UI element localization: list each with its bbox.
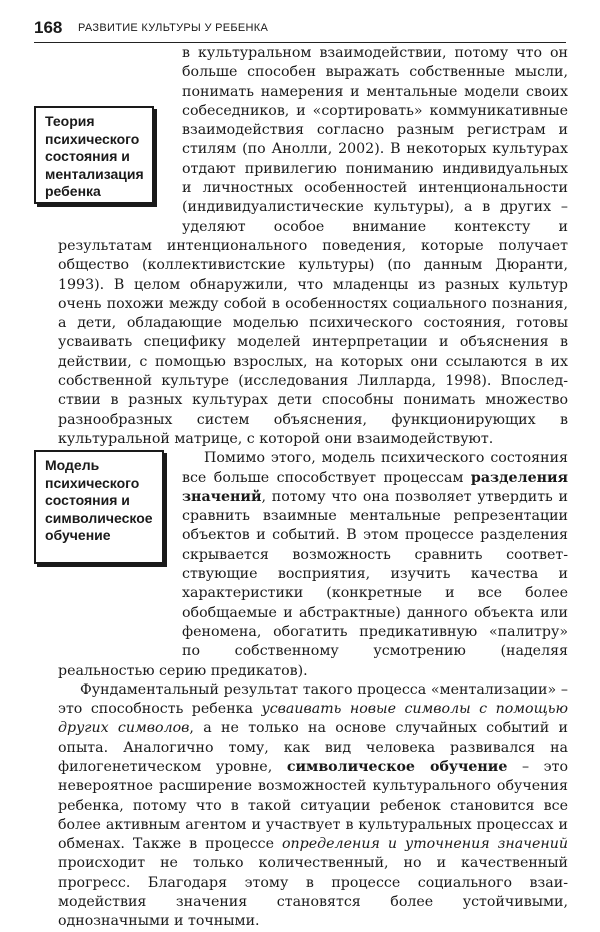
paragraph-3-text-c: – это невероятное расширение возможностей культурального обучения ребенка, потому что в такой ситуации ребенок становится все более активным агентом и участвует в культуральных процессах и обменах. Также в процессе	[58, 758, 568, 853]
emphasis-meanings: определения и уточнения значений	[282, 836, 568, 853]
sidebar-2-line: обучение	[45, 527, 111, 543]
sidebar-1-line: психического	[45, 130, 140, 147]
paragraph-2-text-a: Помимо этого, модель психического состояния все больше способствует процессам	[182, 450, 568, 486]
paragraph-1-text: в культуральном взаимодействии, потому что он больше способен выражать собственные мысли, понимать намерения и ментальные модели своих собеседников, и «сортировать» коммуникативные взаимодействия согласно разным регистрам и стилям (по Анолли, 2002). В некоторых культурах отдают привилегию пониманию индивидуальных и личностных особенностей интенциональности (индивидуалистические культуры), а в других – уделяют особое внимание контексту и результатам интенционального поведения, которые получает общество (коллективистские культуры) (по данным Дюранти, 1993). В целом обнаружили, что младенцы из разных культур очень похожи между собой в особенностях социального познания, а дети, обладающие моделью психического состояния, готовы усваивать специфику моделей интерпретации и объяснения в действии, с помощью взрослых, на которых они ссылаются в их собственной культуре (исследования Лилларда, 1998). Впоследствии в разных культурах дети способны понимать множество разнообразных систем объяснения, функционирующих в культуральной матрице, с которой они взаимодействуют.	[58, 45, 568, 447]
term-symbolic-learning: символическое обучение	[286, 758, 508, 775]
sidebar-1-line: ментализация	[45, 165, 144, 182]
paragraph-3	[58, 681, 568, 932]
term-meaning-sharing: разделения значений	[182, 469, 568, 505]
sidebar-2-line: состояния и	[45, 492, 130, 508]
sidebar-2-line: символическое	[45, 509, 153, 526]
paragraph-3-text-d: происходит не только количественный, но и качественный прогресс. Благодаря этому в процессе социального взаимодействия значения становятся более устойчивыми, однозначными и точными.	[58, 855, 568, 930]
page-header	[34, 14, 566, 43]
sidebar-2-line: психического	[45, 474, 140, 491]
sidebar-symbolic-learning	[34, 450, 164, 564]
sidebar-1-line: состояния и	[45, 148, 130, 164]
emphasis-symbols: усваивать новые символы с помощью других символов	[58, 701, 568, 737]
paragraph-3-text-a: Фундаментальный результат такого процесса «ментализации» – это способность ребенка	[58, 681, 568, 718]
sidebar-2-line: Модель	[45, 457, 100, 473]
sidebar-1-line: ребенка	[45, 183, 101, 199]
page-number: 168	[34, 18, 63, 37]
sidebar-1-line: Теория	[45, 113, 95, 129]
running-head: РАЗВИТИЕ КУЛЬТУРЫ У РЕБЕНКА	[78, 22, 269, 34]
paragraph-2-text-b: , потому что она позволяет утвердить и сравнить взаимные ментальные репрезентации объектов и событий. В этом процессе разделения скрывается возможность сравнить соответствующие восприятия, изучить качества и характеристики (конкретные и все более обобщаемые и абстрактные) данного объекта или феномена, обогатить предикативную «палитру» по собственному усмотрению (наделяя реальностью серию предикатов).	[58, 488, 568, 679]
paragraph-3-text-b: , а не только на основе случайных событий и опыта. Аналогично тому, как вид человека развивался на филогенетическом уровне,	[58, 720, 568, 775]
sidebar-theory-of-mind	[34, 106, 154, 204]
